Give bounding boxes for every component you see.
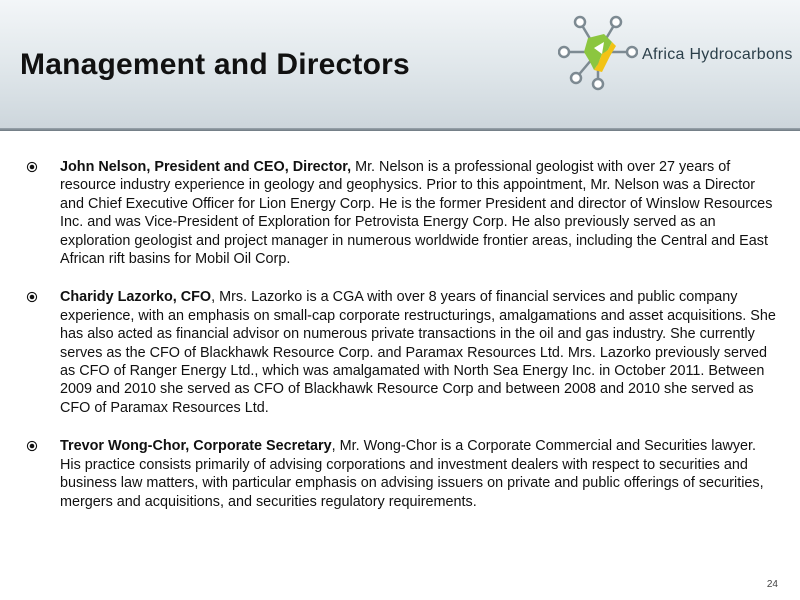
person-name: Charidy Lazorko, CFO (60, 289, 212, 306)
list-item (26, 437, 778, 511)
person-name: John Nelson, President and CEO, Director, (60, 159, 352, 175)
bullet-circle-icon (26, 161, 38, 173)
person-bio: , Mrs. Lazorko is a CGA with over 8 years of financial services and public company experience, with an emphasis on small-cap corporate restructurings, amalgamations and asset acquisitions. She has also acted as financial advisor on numerous private transactions in the oil and gas industry. She currently serves as the CFO of Blackhawk Resource Corp. and Paramax Resources Ltd. Mrs. Lazorko previously served as CFO of Ranger Energy Ltd., which was amalgamated with North Sea Energy Inc. in October 2011. Between 2009 and 2010 she served as CFO of Blackhawk Resource Corp and between 2008 and 2010 she served as CFO of Paramax Resources Ltd. (60, 289, 776, 416)
person-bio: Mr. Nelson is a professional geologist with over 27 years of resource industry experience in geology and geophysics. Prior to this appointment, Mr. Nelson was a Director and Chief Executive Officer for Lion Energy Corp. He is the former President and director of Winslow Resources Inc. and was Vice-President of Exploration for Petrovista Energy Corp. He also previously served as an exploration geologist and project manager in numerous worldwide frontier areas, including the Central and East African rift basins for Mobil Oil Corp. (60, 159, 773, 268)
company-logo (558, 14, 794, 94)
person-bio: , Mr. Wong-Chor is a Corporate Commercial and Securities lawyer. His practice consists primarily of advising corporations and investment dealers with respect to securities and business law matters, with particular emphasis on advising issuers on private and public offerings of securities, mergers and acquisitions, and securities regulatory requirements. (60, 438, 764, 510)
bullet-circle-icon (26, 291, 38, 303)
page-number: 24 (766, 579, 778, 590)
list-item (26, 288, 778, 417)
page-title: Management and Directors (20, 48, 410, 81)
africa-map-network-icon (558, 14, 638, 94)
header-divider (0, 128, 800, 131)
bullet-circle-icon (26, 440, 38, 452)
logo-text: Africa Hydrocarbons (642, 46, 793, 63)
person-name: Trevor Wong-Chor, Corporate Secretary (60, 438, 332, 455)
list-item (26, 158, 778, 268)
bullet-list (26, 158, 778, 531)
